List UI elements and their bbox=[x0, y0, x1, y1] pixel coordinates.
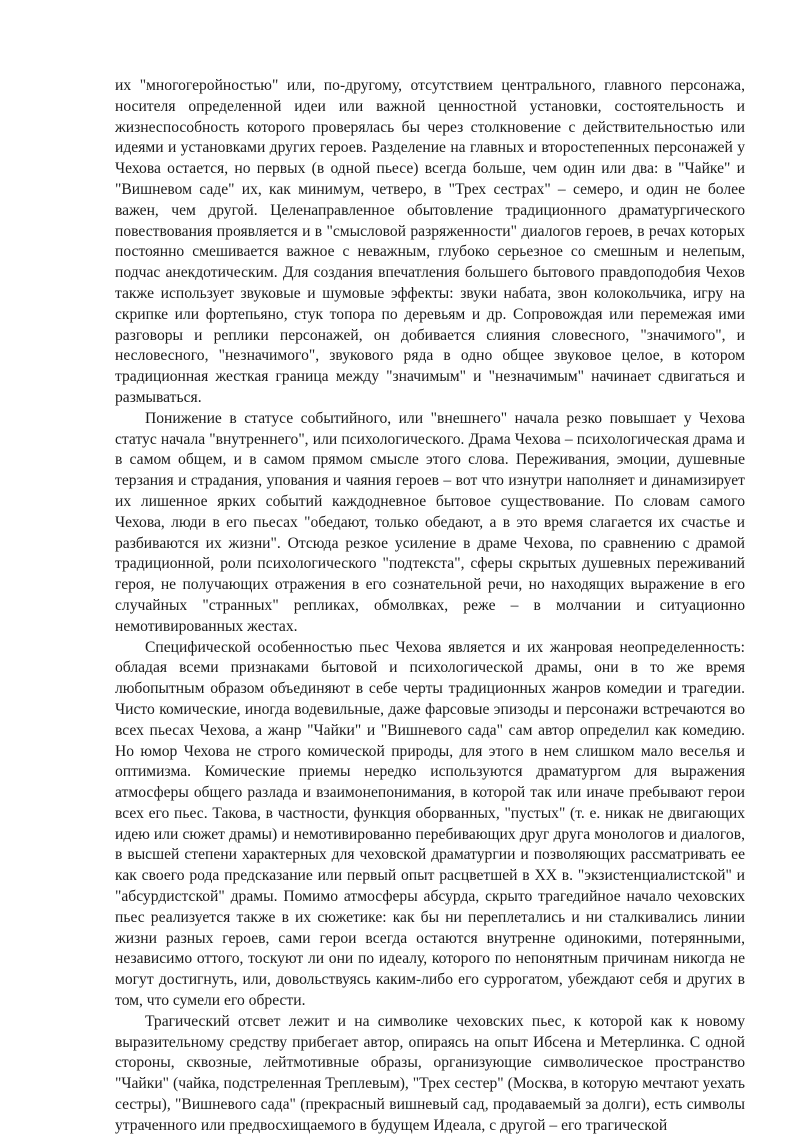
paragraph-1: их "многогеройностью" или, по-другому, отсутствием центрального, главного персонажа, носителя определенной идеи или важной ценностной установки, состоятельность и жизнеспособность которого проверялась бы через столкновение с действительностью или идеями и установками других героев. Разделение на главных и второстепенных персонажей у Чехова остается, но первых (в одной пьесе) всегда больше, чем один или два: в "Чайке" и "Вишневом саде" их, как минимум, четверо, в "Трех сестрах" – семеро, и один не более важен, чем другой. Целенаправленное обытовление традиционного драматургического повествования проявляется и в "смысловой разряженности" диалогов героев, в речах которых постоянно смешивается важное с неважным, глубоко серьезное со смешным и нелепым, подчас анекдотическим. Для создания впечатления большего бытового правдоподобия Чехов также использует звуковые и шумовые эффекты: звуки набата, звон колокольчика, игру на скрипке или фортепьяно, стук топора по деревьям и др. Сопровождая или перемежая ими разговоры и реплики персонажей, он добивается слияния словесного, "значимого", и несловесного, "незначимого", звукового ряда в одно общее звуковое целое, в котором традиционная жесткая граница между "значимым" и "незначимым" начинает сдвигаться и размываться. bbox=[115, 77, 745, 406]
paragraph-3: Специфической особенностью пьес Чехова является и их жанровая неопределенность: обладая всеми признаками бытовой и психологической драмы, они в то же время любопытным образом объединяют в себе черты традиционных жанров комедии и трагедии. Чисто комические, иногда водевильные, даже фарсовые эпизоды и персонажи встречаются во всех пьесах Чехова, а жанр "Чайки" и "Вишневого сада" сам автор определил как комедию. Но юмор Чехова не строго комической природы, для этого в нем слишком мало веселья и оптимизма. Комические приемы нередко используются драматургом для выражения атмосферы общего разлада и взаимонепонимания, в которой так или иначе пребывают герои всех его пьес. Такова, в частности, функция оборванных, "пустых" (т. е. никак не двигающих идею или сюжет драмы) и немотивированно перебивающих друг друга монологов и диалогов, в высшей степени характерных для чеховской драматургии и позволяющих рассматривать ее как своего рода предсказание или первый опыт расцветшей в XX в. "экзистенциалистской" и "абсурдистской" драмы. Помимо атмосферы абсурда, скрыто трагедийное начало чеховских пьес реализуется также в их сюжетике: как бы ни переплетались и ни сталкивались линии жизни разных героев, сами герои всегда остаются внутренне одинокими, потерянными, независимо оттого, тоскуют ли они по идеалу, которого по непонятным причинам никогда не могут достигнуть, или, довольствуясь каким-либо его суррогатом, убеждают себя и других в том, что сумели его обрести. bbox=[115, 638, 745, 1010]
paragraph-4: Трагический отсвет лежит и на символике чеховских пьес, к которой как к новому выразительному средству прибегает автор, опираясь на опыт Ибсена и Метерлинка. С одной стороны, сквозные, лейтмотивные образы, организующие символическое пространство "Чайки" (чайка, подстреленная Треплевым), "Трех сестер" (Москва, в которую мечтают уехать сестры), "Вишневого сада" (прекрасный вишневый сад, продаваемый за долги), есть символы утраченного или предвосхищаемого в будущем Идеала, с другой – его трагической bbox=[115, 1012, 745, 1134]
paragraph-2: Понижение в статусе событийного, или "внешнего" начала резко повышает у Чехова статус начала "внутреннего", или психологического. Драма Чехова – психологическая драма и в самом общем, и в самом прямом смысле этого слова. Переживания, эмоции, душевные терзания и страдания, упования и чаяния героев – вот что изнутри наполняет и динамизирует их лишенное ярких событий каждодневное бытовое существование. По словам самого Чехова, люди в его пьесах "обедают, только обедают, а в это время слагается их счастье и разбиваются их жизни". Отсюда резкое усиление в драме Чехова, по сравнению с драмой традиционной, роли психологического "подтекста", сферы скрытых душевных переживаний героя, не получающих отражения в его сознательной речи, но находящих выражение в его случайных "странных" репликах, обмолвках, реже – в молчании и ситуационно немотивированных жестах. bbox=[115, 409, 745, 635]
document-page bbox=[115, 76, 745, 1137]
